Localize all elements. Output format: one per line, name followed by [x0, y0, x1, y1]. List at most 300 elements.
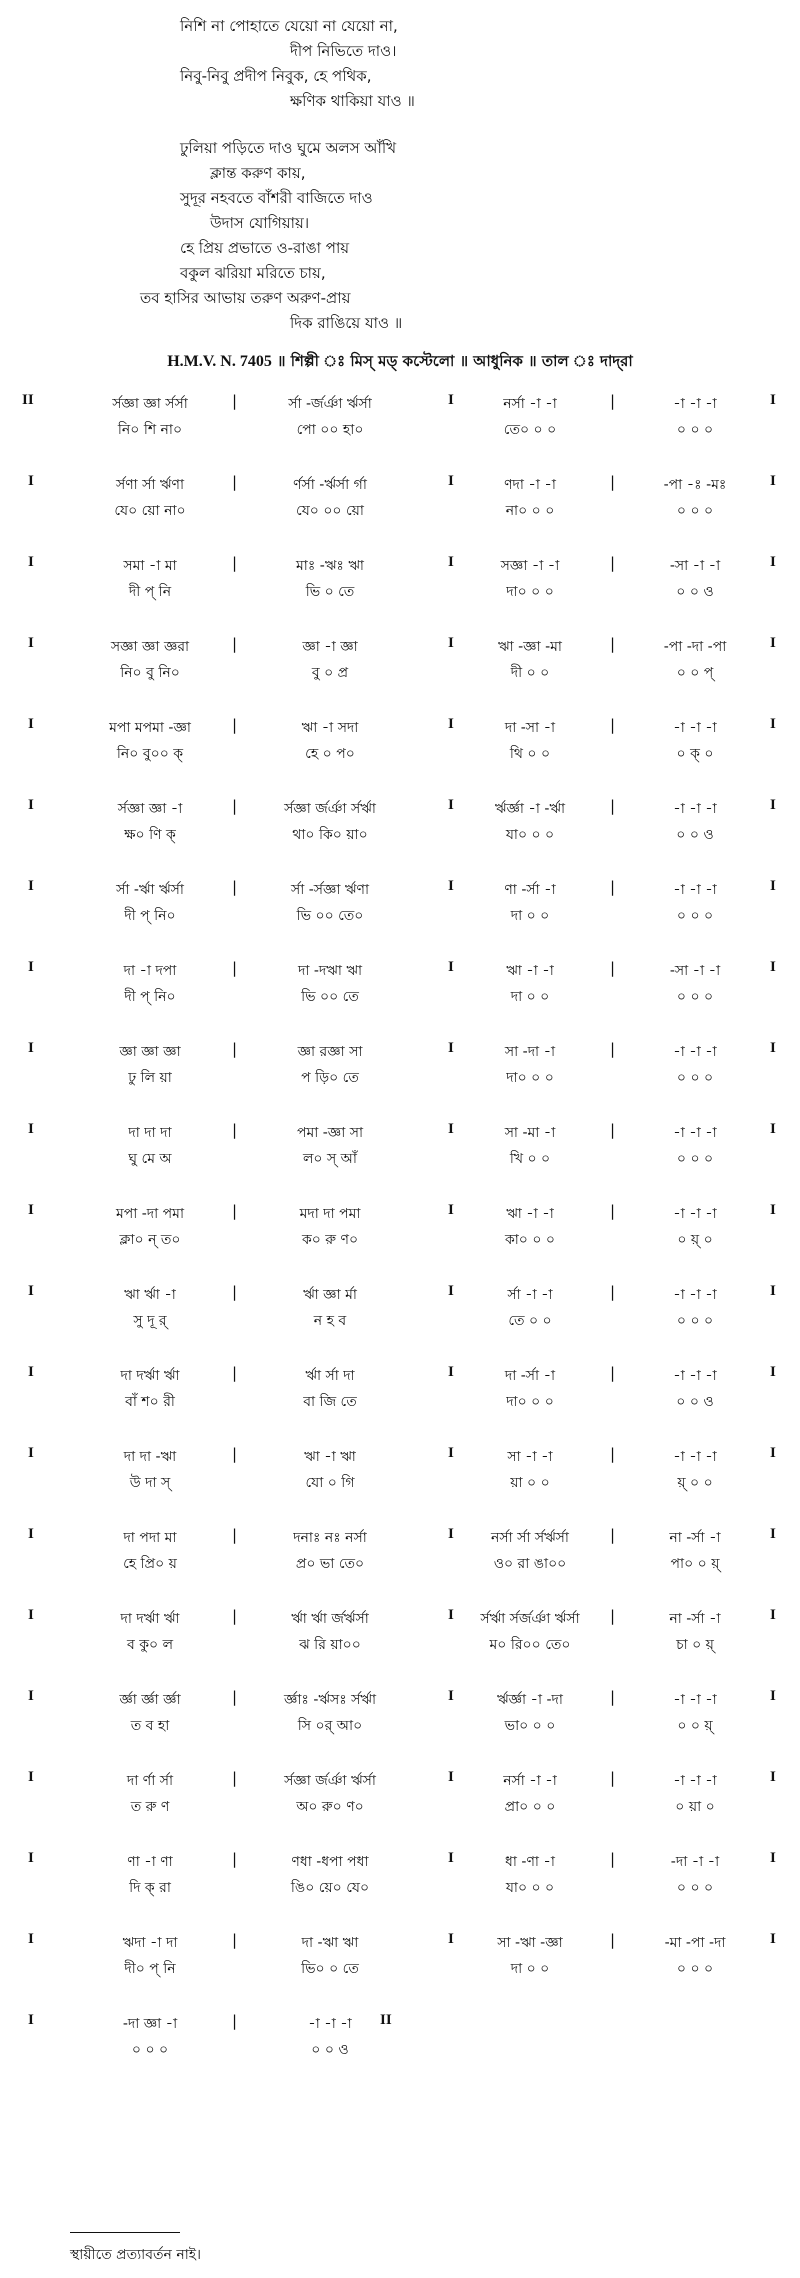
swara-group: জ্ঞা -া জ্ঞা: [302, 639, 358, 655]
bar-line-end: I: [770, 716, 776, 732]
lyric-line: হে প্রিয় প্রভাতে ও-রাঙা পায়: [180, 239, 350, 257]
syllable-line: [0, 1957, 800, 1979]
bar-line-start: I: [28, 1769, 34, 1785]
notation-row: [0, 1040, 800, 1121]
syllable-group: ঝ রি য়া০০: [299, 1637, 361, 1653]
swara-group: ঋদা -া দা: [122, 1935, 178, 1951]
swara-group: জ্ঞা রজ্ঞা সা: [297, 1044, 363, 1060]
swara-line: [0, 1931, 800, 1953]
syllable-group: ০ ০ ০: [676, 422, 714, 438]
notation-row: [0, 797, 800, 878]
syllable-group: ঙি০ য়ে০ যে০: [290, 1880, 370, 1896]
beat-divider: |: [610, 1040, 616, 1058]
swara-group: ণা -া ণা: [127, 1854, 173, 1870]
bar-line-end: II: [380, 2012, 392, 2028]
bar-line: I: [448, 797, 454, 813]
syllable-group: ক্লা০ ন্ ত০: [119, 1232, 181, 1248]
syllable-group: ঢু লি য়া: [128, 1070, 172, 1086]
swara-group: ঋা -া -া: [506, 963, 554, 979]
swara-line: [0, 635, 800, 657]
beat-divider: |: [610, 1850, 616, 1868]
syllable-group: দা ০ ০: [510, 908, 550, 924]
swara-line: [0, 1364, 800, 1386]
syllable-line: [0, 1390, 800, 1412]
swara-line: [0, 1283, 800, 1305]
syllable-group: দা০ ০ ০: [506, 584, 554, 600]
syllable-group: দী প্ নি: [128, 584, 172, 600]
bar-line-start: I: [28, 1931, 34, 1947]
syllable-group: ০ ক্ ০: [676, 746, 714, 762]
syllable-group: ল০ স্ আঁ: [302, 1151, 357, 1167]
swara-group: নর্সা র্সা র্সর্ঋর্সা: [490, 1530, 569, 1546]
beat-divider: |: [232, 473, 238, 491]
bar-line-end: I: [770, 635, 776, 651]
swara-group: দা -া দপা: [123, 963, 177, 979]
syllable-group: দী০ প্ নি: [124, 1961, 176, 1977]
syllable-group: থি ০ ০: [509, 746, 551, 762]
syllable-group: ভা০ ০ ০: [504, 1718, 556, 1734]
swara-group: মপা -দা পমা: [115, 1206, 185, 1222]
swara-line: [0, 1040, 800, 1062]
syllable-group: চা ০ য়্: [676, 1637, 714, 1653]
swara-group: দা র্ণা র্সা: [126, 1773, 174, 1789]
syllable-line: [0, 904, 800, 926]
bar-line: I: [448, 1931, 454, 1947]
notation-row: [0, 1607, 800, 1688]
syllable-group: থা০ কি০ য়া০: [292, 827, 368, 843]
syllable-group: হে প্রি০ য়: [123, 1556, 177, 1572]
bar-line: I: [448, 1040, 454, 1056]
bar-line: I: [448, 1607, 454, 1623]
syllable-line: [0, 1309, 800, 1331]
syllable-group: নি০ শি না০: [117, 422, 183, 438]
swara-line: [0, 959, 800, 981]
bar-line: I: [448, 1526, 454, 1542]
syllable-group: বু ০ প্র: [311, 665, 349, 681]
beat-divider: |: [232, 959, 238, 977]
swara-group: র্সা -র্ঋা র্ঋর্সা: [116, 882, 184, 898]
lyric-line: ক্ষণিক থাকিয়া যাও ॥: [290, 92, 415, 110]
lyric-line: সুদূর নহবতে বাঁশরী বাজিতে দাও: [180, 189, 373, 207]
beat-divider: |: [232, 1040, 238, 1058]
syllable-group: হে ০ প০: [305, 746, 355, 762]
bar-line-end: I: [770, 878, 776, 894]
syllable-line: [0, 1471, 800, 1493]
swara-group: দা -র্সা -া: [504, 1368, 556, 1384]
notation-row: [0, 1283, 800, 1364]
swara-group: -মা -পা -দা: [664, 1935, 726, 1951]
syllable-group: ব কু০ ল: [126, 1637, 174, 1653]
syllable-group: বা জি তে: [303, 1394, 357, 1410]
syllable-group: ০ ০ ০: [676, 908, 714, 924]
beat-divider: |: [610, 1607, 616, 1625]
syllable-group: সি ০র্ আ০: [297, 1718, 363, 1734]
syllable-group: নি০ বু০০ ক্: [116, 746, 184, 762]
lyric-line: তব হাসির আভায় তরুণ অরুণ-প্রায়: [140, 289, 351, 307]
bar-line: I: [448, 392, 454, 408]
swara-group: -পা -দা -পা: [663, 639, 727, 655]
bar-line-end: I: [770, 1121, 776, 1137]
swara-group: -া -া -া: [673, 720, 717, 736]
syllable-group: দা০ ০ ০: [506, 1394, 554, 1410]
swara-group: না -র্সা -া: [669, 1611, 721, 1627]
swara-group: র্জ্ঞাঃ -র্ঋসঃ র্সর্ঋা: [283, 1692, 377, 1708]
beat-divider: |: [232, 554, 238, 572]
bar-line-start: I: [28, 1283, 34, 1299]
swara-group: সা -ঋা -জ্ঞা: [497, 1935, 563, 1951]
beat-divider: |: [232, 1202, 238, 1220]
syllable-group: ভি ০০ তে: [301, 989, 359, 1005]
swara-group: দা -দঋা ঋা: [298, 963, 362, 979]
syllable-group: ভি ০ তে: [305, 584, 355, 600]
bar-line-end: I: [770, 1769, 776, 1785]
swara-group: ঋা -া সদা: [301, 720, 359, 736]
swara-group: সা -মা -া: [504, 1125, 556, 1141]
syllable-line: [0, 1552, 800, 1574]
swara-group: ঋা -া ঋা: [304, 1449, 356, 1465]
song-header: [0, 350, 800, 375]
syllable-line: [0, 418, 800, 440]
swara-group: র্সা -া -া: [507, 1287, 553, 1303]
swara-group: ঋা -া -া: [506, 1206, 554, 1222]
syllable-group: সু দূ র্: [133, 1313, 167, 1329]
syllable-line: [0, 742, 800, 764]
syllable-line: [0, 1876, 800, 1898]
swara-group: -া -া -া: [673, 1773, 717, 1789]
bar-line-start: I: [28, 878, 34, 894]
syllable-group: না০ ০ ০: [505, 503, 555, 519]
lyric-line: নিবু-নিবু প্রদীপ নিবুক, হে পথিক,: [180, 67, 372, 85]
syllable-group: অ০ রু০ ণ০: [296, 1799, 364, 1815]
syllable-group: ০ ০ ০: [676, 1151, 714, 1167]
syllable-group: ০ ০ ০: [676, 989, 714, 1005]
beat-divider: |: [610, 392, 616, 410]
syllable-group: যো ০ গি: [305, 1475, 355, 1491]
bar-line-end: I: [770, 1445, 776, 1461]
beat-divider: |: [232, 1364, 238, 1382]
swara-line: [0, 1202, 800, 1224]
syllable-group: যা০ ০ ০: [505, 1880, 555, 1896]
beat-divider: |: [232, 1850, 238, 1868]
swara-group: ণদা -া -া: [504, 477, 556, 493]
syllable-group: ০ ০ য়্: [677, 1718, 713, 1734]
swara-group: -া -া -া: [673, 396, 717, 412]
beat-divider: |: [232, 797, 238, 815]
syllable-group: ০ ০ ও: [311, 2042, 349, 2058]
bar-line-end: I: [770, 1931, 776, 1947]
syllable-group: দা০ ০ ০: [506, 1070, 554, 1086]
syllable-line: [0, 1795, 800, 1817]
syllable-line: [0, 985, 800, 1007]
bar-line: I: [448, 959, 454, 975]
syllable-group: য়া ০ ০: [510, 1475, 550, 1491]
swara-group: -া -া -া: [673, 1692, 717, 1708]
bar-line-end: I: [770, 1202, 776, 1218]
syllable-group: ০ ০ ও: [676, 827, 714, 843]
swara-group: দা দর্ঋা র্ঋা: [120, 1368, 180, 1384]
syllable-group: তে ০ ০: [508, 1313, 552, 1329]
swara-line: [0, 1688, 800, 1710]
lyric-line: উদাস যোগিয়ায়।: [210, 214, 310, 232]
bar-line-start: I: [28, 2012, 34, 2028]
swara-group: র্ঋর্জ্ঞা -া -দা: [497, 1692, 563, 1708]
swara-line: [0, 878, 800, 900]
bar-line-start: I: [28, 797, 34, 813]
record-number: H.M.V. N. 7405: [167, 353, 272, 370]
beat-divider: |: [232, 878, 238, 896]
notation-row: [0, 1526, 800, 1607]
syllable-group: দী প্ নি০: [124, 989, 176, 1005]
swara-group: মদা দা পমা: [299, 1206, 361, 1222]
beat-divider: |: [610, 1526, 616, 1544]
swara-line: [0, 473, 800, 495]
bar-line-start: I: [28, 554, 34, 570]
syllable-line: [0, 1066, 800, 1088]
beat-divider: |: [232, 1445, 238, 1463]
syllable-group: ত ব হা: [130, 1718, 170, 1734]
beat-divider: |: [610, 1121, 616, 1139]
notation-row: [0, 2012, 800, 2093]
footnote-rule: [70, 2232, 180, 2233]
beat-divider: |: [232, 1607, 238, 1625]
syllable-group: ভি ০০ তে০: [296, 908, 364, 924]
notation-row: [0, 1931, 800, 2012]
swara-group: -া -া -া: [673, 1449, 717, 1465]
beat-divider: |: [610, 473, 616, 491]
swara-group: ণধা -ধপা পধা: [291, 1854, 369, 1870]
beat-divider: |: [610, 1202, 616, 1220]
syllable-group: প্রা০ ০ ০: [504, 1799, 556, 1815]
bar-line: I: [448, 473, 454, 489]
beat-divider: |: [610, 635, 616, 653]
swara-line: [0, 797, 800, 819]
notation-row: [0, 716, 800, 797]
swara-group: জ্ঞা জ্ঞা জ্ঞা: [119, 1044, 181, 1060]
header-details: ॥ শিল্পী ঃ মিস্ মড্ কস্টেলো ॥ আধুনিক ॥ তাল ঃ দাদ্‌রা: [271, 352, 633, 370]
beat-divider: |: [610, 716, 616, 734]
bar-line: I: [448, 716, 454, 732]
swara-group: দা -ঋা ঋা: [301, 1935, 359, 1951]
bar-line-start: I: [28, 635, 34, 651]
syllable-group: দি ক্ রা: [129, 1880, 171, 1896]
syllable-group: ০ ০ ০: [131, 2042, 169, 2058]
beat-divider: |: [232, 716, 238, 734]
swara-group: সজ্ঞা জ্ঞা জ্ঞরা: [110, 639, 190, 655]
bar-line-start: I: [28, 1364, 34, 1380]
swara-group: -া -া -া: [308, 2016, 352, 2032]
lyric-line: নিশি না পোহাতে যেয়ো না যেয়ো না,: [180, 17, 398, 35]
swara-group: ঋা -জ্ঞা -মা: [498, 639, 562, 655]
bar-line: I: [448, 1769, 454, 1785]
swara-group: -া -া -া: [673, 1125, 717, 1141]
swara-group: দা পদা মা: [123, 1530, 177, 1546]
swara-group: না -র্সা -া: [669, 1530, 721, 1546]
swara-group: পমা -জ্ঞা সা: [296, 1125, 364, 1141]
swara-group: -া -া -া: [673, 1044, 717, 1060]
beat-divider: |: [610, 878, 616, 896]
bar-line: I: [448, 635, 454, 651]
swara-group: র্সজ্ঞা জ্ঞা র্সর্সা: [112, 396, 188, 412]
bar-line: I: [448, 1121, 454, 1137]
notation-row: [0, 473, 800, 554]
beat-divider: |: [232, 1931, 238, 1949]
swara-line: [0, 1445, 800, 1467]
swara-group: -া -া -া: [673, 801, 717, 817]
swara-group: দা দা দা: [128, 1125, 172, 1141]
swara-group: মপা মপমা -জ্ঞা: [109, 720, 191, 736]
swara-group: -দা জ্ঞা -া: [122, 2016, 178, 2032]
notation-row: [0, 1688, 800, 1769]
syllable-group: ০ ০ ০: [676, 1313, 714, 1329]
swara-group: র্সা -র্জর্ঞা র্ঋর্সা: [288, 396, 372, 412]
syllable-group: দা ০ ০: [510, 1961, 550, 1977]
syllable-group: ত রু ণ: [130, 1799, 170, 1815]
syllable-line: [0, 1228, 800, 1250]
swara-line: [0, 1769, 800, 1791]
notation-row: [0, 1850, 800, 1931]
swara-line: [0, 1121, 800, 1143]
syllable-group: উ দা স্: [129, 1475, 171, 1491]
swara-line: [0, 1526, 800, 1548]
beat-divider: |: [610, 1364, 616, 1382]
syllable-group: বাঁ শ০ রী: [125, 1394, 175, 1410]
notation-row: [0, 1364, 800, 1445]
footnote: স্থায়ীতে প্রত্যাবর্তন নাই।: [70, 2247, 202, 2263]
beat-divider: |: [232, 1688, 238, 1706]
syllable-group: ঘু মে অ: [128, 1151, 172, 1167]
swara-group: সা -া -া: [507, 1449, 553, 1465]
swara-group: র্সজ্ঞা জ্ঞা -া: [117, 801, 183, 817]
swara-group: -পা -ঃ -মঃ: [663, 477, 727, 493]
swara-line: [0, 392, 800, 414]
syllable-group: দী ০ ০: [510, 665, 550, 681]
bar-line-start: II: [22, 392, 34, 408]
syllable-group: ০ ০ ও: [676, 584, 714, 600]
notation-row: [0, 554, 800, 635]
beat-divider: |: [232, 1283, 238, 1301]
syllable-group: যে০ য়ো না০: [114, 503, 186, 519]
bar-line-end: I: [770, 1040, 776, 1056]
swara-group: দা -সা -া: [504, 720, 556, 736]
syllable-line: [0, 580, 800, 602]
syllable-group: য়্ ০ ০: [677, 1475, 713, 1491]
syllable-group: খি ০ ০: [509, 1151, 551, 1167]
swara-group: র্সা -র্সজ্ঞা র্ঋণা: [290, 882, 370, 898]
bar-line: I: [448, 1283, 454, 1299]
swara-group: -া -া -া: [673, 882, 717, 898]
beat-divider: |: [232, 1121, 238, 1139]
bar-line: I: [448, 1688, 454, 1704]
swara-group: -সা -া -া: [669, 558, 721, 574]
swara-line: [0, 554, 800, 576]
bar-line-end: I: [770, 392, 776, 408]
syllable-group: পা০ ০ য়্: [670, 1556, 720, 1572]
beat-divider: |: [610, 797, 616, 815]
syllable-line: [0, 499, 800, 521]
swara-group: র্জ্ঞা র্জ্ঞা র্জ্ঞা: [119, 1692, 181, 1708]
swara-group: -া -া -া: [673, 1206, 717, 1222]
syllable-line: [0, 823, 800, 845]
syllable-group: প ড়ি০ তে: [301, 1070, 359, 1086]
beat-divider: |: [232, 1526, 238, 1544]
bar-line-start: I: [28, 1445, 34, 1461]
beat-divider: |: [610, 959, 616, 977]
syllable-line: [0, 1714, 800, 1736]
bar-line-start: I: [28, 1607, 34, 1623]
syllable-group: ভি০ ০ তে: [301, 1961, 359, 1977]
syllable-group: ক০ রু ণ০: [301, 1232, 359, 1248]
lyrics-block: [140, 14, 580, 336]
swara-group: -দা -া -া: [670, 1854, 720, 1870]
bar-line-start: I: [28, 1688, 34, 1704]
syllable-group: ন হ ব: [313, 1313, 347, 1329]
bar-line-end: I: [770, 1364, 776, 1380]
swara-group: ণা -র্সা -া: [504, 882, 556, 898]
bar-line-end: I: [770, 554, 776, 570]
beat-divider: |: [610, 1931, 616, 1949]
swara-group: সজ্ঞা -া -া: [500, 558, 560, 574]
swara-group: মাঃ -ঋঃ ঋা: [296, 558, 364, 574]
syllable-group: দা ০ ০: [510, 989, 550, 1005]
lyric-line: ঢুলিয়া পড়িতে দাও ঘুমে অলস আঁখি: [180, 139, 397, 157]
syllable-group: ক্ষ০ ণি ক্: [124, 827, 176, 843]
bar-line-start: I: [28, 1121, 34, 1137]
bar-line-start: I: [28, 473, 34, 489]
bar-line: I: [448, 1202, 454, 1218]
bar-line-end: I: [770, 797, 776, 813]
bar-line: I: [448, 878, 454, 894]
swara-group: র্সর্ঋা র্সর্জর্ঞা র্ঋর্সা: [480, 1611, 580, 1627]
notation-grid: [0, 392, 800, 2093]
swara-group: -া -া -া: [673, 1287, 717, 1303]
swara-group: সা -দা -া: [504, 1044, 556, 1060]
syllable-group: প্র০ ভা তে০: [295, 1556, 365, 1572]
swara-group: র্ঋা র্ঋা র্জর্ঋর্সা: [291, 1611, 369, 1627]
swara-group: র্সণা র্সা র্ঋণা: [115, 477, 185, 493]
syllable-group: ০ য়া ০: [675, 1799, 715, 1815]
swara-group: র্ঋা জ্ঞা র্মা: [303, 1287, 357, 1303]
syllable-group: যা০ ০ ০: [505, 827, 555, 843]
bar-line-end: I: [770, 1607, 776, 1623]
notation-row: [0, 1445, 800, 1526]
notation-row: [0, 1769, 800, 1850]
bar-line-start: I: [28, 959, 34, 975]
swara-group: দা দা -ঋা: [123, 1449, 177, 1465]
bar-line: I: [448, 1445, 454, 1461]
swara-line: [0, 2012, 800, 2034]
syllable-group: ম০ রি০০ তে০: [489, 1637, 571, 1653]
lyric-line: বকুল ঝরিয়া মরিতে চায়,: [180, 264, 326, 282]
syllable-line: [0, 1147, 800, 1169]
bar-line: I: [448, 1364, 454, 1380]
swara-line: [0, 716, 800, 738]
swara-group: র্ঋর্জ্ঞা -া -র্ঋা: [494, 801, 566, 817]
swara-group: দা দর্ঋা র্ঋা: [120, 1611, 180, 1627]
syllable-group: তে০ ০ ০: [503, 422, 557, 438]
syllable-group: ০ ০ ০: [676, 1961, 714, 1977]
syllable-group: ০ য়্ ০: [677, 1232, 713, 1248]
syllable-line: [0, 1633, 800, 1655]
swara-group: দনাঃ নঃ নর্সা: [293, 1530, 367, 1546]
lyric-line: দিক রাঙিয়ে যাও ॥: [290, 314, 403, 332]
swara-group: র্সজ্ঞা র্জর্ঞা র্ঋর্সা: [284, 1773, 376, 1789]
beat-divider: |: [232, 635, 238, 653]
swara-group: নর্সা -া -া: [503, 396, 557, 412]
bar-line-end: I: [770, 473, 776, 489]
syllable-group: কা০ ০ ০: [504, 1232, 556, 1248]
swara-line: [0, 1607, 800, 1629]
syllable-line: [0, 661, 800, 683]
